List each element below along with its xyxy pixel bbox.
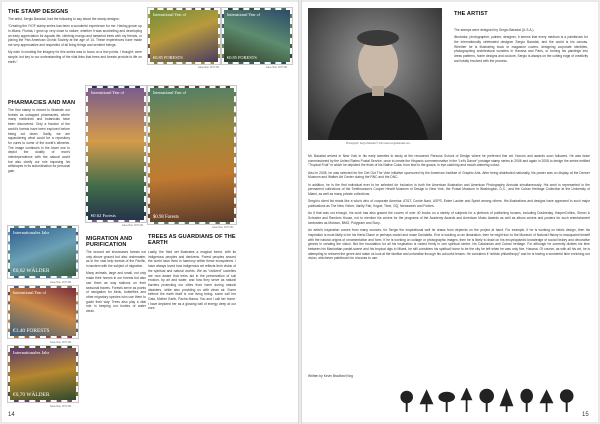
artist-paragraph: Illustrator, photographer, painter, designer, it seems that every medium is a paintbrush for the internationally celebrated designer Sergio Baradat, and the world is his canvas. Whether he is illustrating book or magazine covers, designing corporate identities, photographing architectural wonders in Havana and Paris, or turning his paintings into dress patterns, home designs and couture, Sergio is always on the cutting edge of creativity and totally involved with the process.: [454, 35, 588, 63]
tree-icon: [439, 392, 455, 412]
right-page: [302, 2, 598, 422]
bio-paragraph-3: In addition, he is the first individual ever to be selected for inclusion in both the American Illustration and American Photography Annuals simultaneously. His work is represented in the permanent collections of the Smithsonian’s Cooper Hewitt Museum of Design in New York, the Postal Museum in Washington, D.C., and the Cuban Heritage Collection at the University of Miami, as well as many private collections.: [308, 182, 590, 197]
stamp-2-value: €0.85 FORESTS: [227, 55, 257, 60]
stamp-5-value: €1.40 FORESTS: [13, 328, 50, 334]
byline: Written by Kevin Bradford King: [308, 374, 354, 378]
pharmacies-text: The first stamp is meant to illustrate our forests as untapped pharmacies, where many medicines and botanicals have been discovered. Only a fraction of the world’s forests have been explored before being cut down. Sadly, we are squandering what could be a repository for cures to some of the world’s ailments. The image continues in the lower one to depict the duality of man’s interdependence with the natural world but also clarify our role imposing his willshapes in its subordination for personal gain.: [8, 108, 70, 174]
artist-summary: [454, 28, 588, 150]
stamp-5-caption: Issue Nos. 1677-9/1: [50, 341, 72, 344]
tree-icon: [521, 389, 533, 412]
bio-paragraph-5: As if that was not enough, his work has also graced the covers of over 40 books on a variety of subjects for a plethora of publishing houses, including Doubleday, HarperCollins, Simon & Schuster and Random House, not to mention his covers for the programs of the Academy Awards and American Music Awards as well as album covers and posters for such entertainment luminaries as Motown, BMG, Polygram and Sony.: [308, 211, 590, 225]
stamp-7-caption: Issue Nos. 1677-8/1: [50, 405, 72, 408]
stamp-waelder-7: [8, 346, 78, 402]
stamp-3-caption: Issue Nos. 1677-9/1: [122, 224, 144, 227]
heading-stamp-designs: THE STAMP DESIGNS: [8, 9, 69, 15]
tree-icon: [401, 391, 413, 412]
migration-paragraph-2: Many animals, large and small, not only make their homes in our forests but also use them as way stations on their seasonal travels. Forests serve as points of navigation for birds, butterflies and other migratory species who use them to guide their way. Trees also play a vital role in keeping our bodies of water clean.: [86, 271, 146, 314]
stamp-3-title: International Year of: [91, 90, 124, 95]
tree-silhouettes: [398, 388, 584, 412]
stamp-6-caption: Issue Nos. 1677-9/1: [212, 226, 234, 229]
photo-caption: Photograph: Sergio Baradat © http://www.sergiobaradat.com: [346, 142, 411, 145]
stamp-6-title: International Year of: [153, 90, 186, 95]
stamp-forests-6: [148, 86, 236, 224]
left-page: [2, 2, 298, 422]
stamp-3-value: €0.62 Forests: [91, 213, 116, 218]
tree-icon: [560, 390, 573, 413]
tree-icon: [420, 390, 433, 412]
page-number-right: 15: [582, 412, 589, 418]
intro-paragraph-3: My wish in creating the imagery for this series was to focus on a few points. I thought: were simple, but key to our understanding of the vital links that trees and forests provide to life on earth.”: [8, 50, 142, 64]
stamp-2-title: International Year of: [227, 12, 260, 17]
heading-migration: MIGRATION AND PURIFICATION: [86, 236, 133, 249]
artist-portrait-photo: [308, 8, 442, 140]
stamp-7-value: €0,70 WÄLDER: [13, 392, 50, 398]
stamp-1-title: International Year of: [153, 12, 186, 17]
stamp-4-value: €0,62 WÄLDER: [13, 268, 50, 274]
portrait-photo: [308, 8, 442, 140]
tree-icon: [500, 389, 513, 412]
stamp-2-caption: Issue Nos. 1677-9/1: [266, 66, 288, 69]
bio-paragraph-4: Sergio’s client list reads like a who’s who of corporate America: AT&T, Conde Nast, USPS, Estee Lauder and Sprint among others. His illustrations and designs have appeared in such major publications as The New Yorker, Vanity Fair, Vogue, Time, GQ, Newsweek and Forbes.: [308, 199, 590, 209]
stamp-4-title: Internationales Jahr: [13, 230, 50, 235]
stamp-7-title: Internationales Jahr: [13, 350, 50, 355]
stamp-1-caption: Issue Nos. 1677-8/1: [198, 66, 220, 69]
heading-pharmacies: PHARMACIES AND MAN: [8, 100, 76, 106]
stamp-waelder-4: [8, 226, 78, 278]
migration-text: [86, 250, 146, 410]
tree-icon: [540, 390, 553, 412]
bio-paragraph-1: Mr. Baradat arrived in New York in his early twenties to study at the renowned Parsons School of Design where he preferred fine art. Honors and awards soon followed. He was twice commissioned by the United States Postal Service, once to create the Hispanic commemorative in the “Let’s Dance” postage stamp series in 2006 and again in 2008 to design the series entitled “Tropical Fruit” in which he depicted the fruits of his Native Cuba, from kiwi to the guava, in eye-catching and mouth-watering colour.: [308, 154, 590, 168]
artist-intro: The stamps were designed by Sergio Baradat (U.S.A.).: [454, 28, 535, 32]
page-number-left: 14: [8, 412, 15, 418]
heading-artist: THE ARTIST: [454, 11, 488, 17]
stamp-4-caption: Issue Nos. 1677-8/1: [50, 281, 72, 284]
designs-intro: [8, 17, 142, 79]
intro-paragraph-2: “Creating the IYOF stamp series has been a wonderful experience for me. Having grown up in Miami, Florida, I grew up very close to nature; whether it was snorkelling and developing an early appreciation for aquatic life, climbing mango and tamarind trees with my friends, or joining the Pan American Orchid Society at the age of 14. These experiences have made me very appreciative and respectful of all living things and sentient beings.: [8, 24, 142, 48]
heading-guardians: TREES AS GUARDIANS OF THE EARTH: [148, 234, 236, 247]
stamp-forests-2: [222, 8, 292, 64]
tree-icon: [461, 388, 472, 412]
stamp-forests-1: [148, 8, 220, 64]
stamp-1-value: €0.85 FORESTS: [153, 55, 183, 60]
stamp-6-value: $0.98 Forests: [153, 215, 179, 220]
bio-paragraph-6: An artist’s inspiration comes from many sources; for Sergio the inspirational well he draws from depends on the project at hand. For example, if he is working on fabric design, then his inspiration is most likely to be his friend Diane or perhaps model and muse Donatella. If he is working on an illustration, then he might turn to the Museum of Natural History to reacquaint himself with the natural origins of ornamentation and form. If he is working on collage or photographic images, then he is likely to draw on his encyclopaedic knowledge of social history and decorative genres in creating the vision. But the foundation for all his inspiration is rooted firmly in one spiritual centre, his Catalonian and Cuban heritage. For although he currently divides his time between his Manhattan pastel-scene and his tropical digs in Miami, he still considers his spiritual home to be the city he left when he was only five, Havana. Of course, as with all his art, he is attempting to reinvent the genre and make us look at the familiar and unfamiliar through his colourful lenses. He considers it “artistic philanthropy” and he is having a wonderful time enriching our vision, whichever paintbrush he chooses to use.: [308, 228, 590, 261]
stamp-5-title: International Year of: [13, 290, 46, 295]
bio-paragraph-2: Also in 2008, he was selected for the Get Out The Vote initiative sponsored by the American Institute of Graphic Arts. After being distributed nationally, his poster was on display at the Denver Museum and Walker Art Center during the RNC and the DNC.: [308, 170, 590, 180]
migration-paragraph-1: The second set showcases forests not only above ground but also underwater, as in the vast kelp forests of the Pacific, in tandem with the subject of migration.: [86, 250, 146, 269]
guardians-text: Lastly, the third set illustrates a magical forest, with its indigenous peoples and denizens. Forest peoples around the world have lived in harmony within these ecosystems. I have always loved how indigenous art reflects their vision of the spiritual and natural worlds. We as “civilized” societies are now aware that trees aid in the preservation of soil erosion, by air and water, and how they serve as natural barriers protecting our cities from harm during natural disasters, while also providing us with clean air. Some believe the earth itself is one living being, some call her Gaia, Mother Earth, Pacha Mama. You and I call her home. I have depicted her as a glowing ball of energy deep at our core.: [148, 250, 236, 311]
artist-biography: [308, 154, 590, 372]
intro-paragraph-1: The artist, Sergio Baradat, had the following to say about the stamp designs:: [8, 17, 120, 21]
tree-icon: [480, 389, 494, 412]
stamp-forests-5: [8, 286, 78, 338]
stamp-forests-3: [86, 86, 146, 222]
